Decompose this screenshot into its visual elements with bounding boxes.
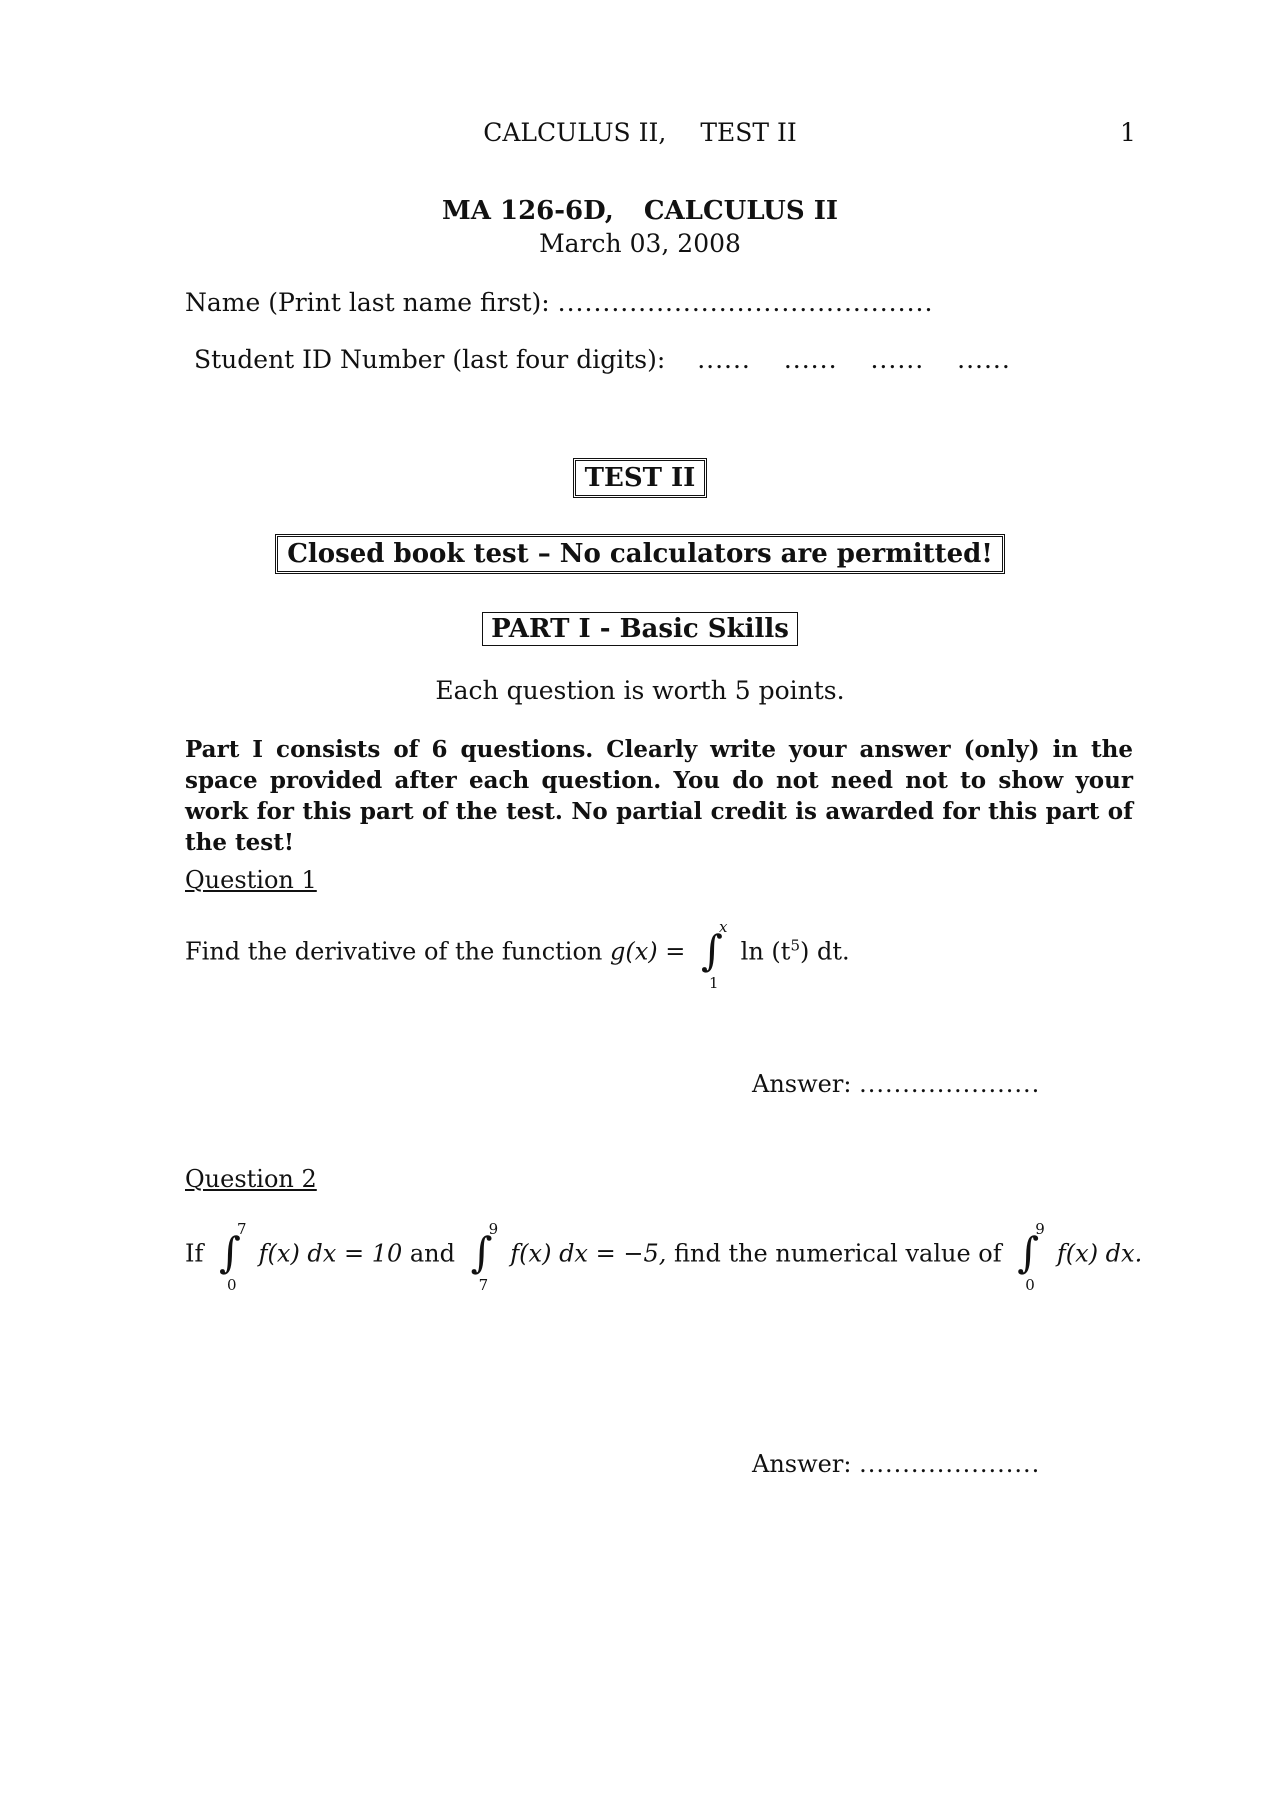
id-digit-1[interactable]: ...... — [697, 345, 751, 374]
question-2-text — [185, 1220, 1143, 1294]
q1-answer-dots[interactable]: ..................... — [859, 1070, 1041, 1098]
exam-date: March 03, 2008 — [539, 229, 741, 258]
question-1-label: Question 1 — [185, 866, 317, 894]
q2-int1-upper: 7 — [237, 1220, 247, 1238]
student-id-field[interactable] — [194, 345, 1011, 374]
id-digit-4[interactable]: ...... — [957, 345, 1011, 374]
question-1-answer[interactable] — [752, 1070, 1040, 1098]
course-subject: CALCULUS II — [643, 196, 839, 226]
page-number: 1 — [1120, 118, 1136, 147]
q2-if: If — [185, 1239, 204, 1268]
instructions: Part I consists of 6 questions. Clearly write your answer (only) in the space provided after each question. You do not need not to show your work for this part of the test. No partial credit is awarded for this part of the test! — [185, 736, 1133, 856]
q1-exponent: 5 — [790, 936, 800, 955]
question-1-text — [185, 918, 850, 992]
q2-integral-2: ∫ 9 7 — [470, 1220, 499, 1294]
student-id-dots[interactable] — [673, 345, 1011, 374]
running-head — [0, 118, 1280, 147]
q2-integral-3: ∫ 9 0 — [1017, 1220, 1045, 1294]
q1-answer-label: Answer: — [752, 1070, 852, 1098]
q2-int3-lower: 0 — [1025, 1276, 1035, 1294]
q1-lhs: g(x) = — [610, 937, 686, 966]
q2-and: and — [409, 1239, 456, 1268]
q1-tail: ) dt. — [800, 937, 850, 966]
test-box: TEST II — [573, 458, 708, 498]
q2-int3-body: f(x) dx. — [1056, 1239, 1143, 1268]
part-box: PART I - Basic Skills — [482, 612, 798, 646]
test-box-wrap — [0, 458, 1280, 498]
q2-int2-upper: 9 — [488, 1220, 499, 1238]
name-dots[interactable]: .......................................... — [557, 288, 934, 317]
course-code: MA 126-6D, — [441, 196, 614, 226]
q1-integrand: ln (t — [740, 937, 791, 966]
running-head-left: CALCULUS II, — [483, 118, 667, 147]
q1-lower-bound: 1 — [709, 974, 719, 992]
student-id-label: Student ID Number (last four digits): — [194, 345, 666, 374]
q2-answer-dots[interactable]: ..................... — [859, 1450, 1041, 1478]
id-digit-2[interactable]: ...... — [783, 345, 838, 374]
points-note: Each question is worth 5 points. — [435, 676, 845, 705]
q1-prefix: Find the derivative of the function — [185, 937, 603, 966]
q2-int2-body: f(x) dx = −5, — [510, 1239, 667, 1268]
part-box-wrap — [0, 612, 1280, 646]
name-label: Name (Print last name first): — [185, 288, 550, 317]
question-2-label: Question 2 — [185, 1165, 317, 1193]
q2-find-text: find the numerical value of — [673, 1239, 1002, 1268]
q2-int1-body: f(x) dx = 10 — [258, 1239, 403, 1268]
course-title — [0, 196, 1280, 226]
closed-book-box-wrap — [0, 534, 1280, 574]
id-digit-3[interactable]: ...... — [870, 345, 925, 374]
closed-book-box: Closed book test – No calculators are permitted! — [275, 534, 1005, 574]
q1-integral-sign: ∫ x 1 — [701, 918, 728, 992]
name-field[interactable] — [185, 288, 933, 317]
q2-answer-label: Answer: — [752, 1450, 852, 1478]
question-2-answer[interactable] — [752, 1450, 1040, 1478]
q2-int2-lower: 7 — [478, 1276, 489, 1294]
q2-int3-upper: 9 — [1035, 1220, 1045, 1238]
q2-integral-1: ∫ 7 0 — [219, 1220, 247, 1294]
q1-upper-bound: x — [719, 918, 728, 936]
running-head-right: TEST II — [700, 118, 797, 147]
q2-int1-lower: 0 — [227, 1276, 237, 1294]
